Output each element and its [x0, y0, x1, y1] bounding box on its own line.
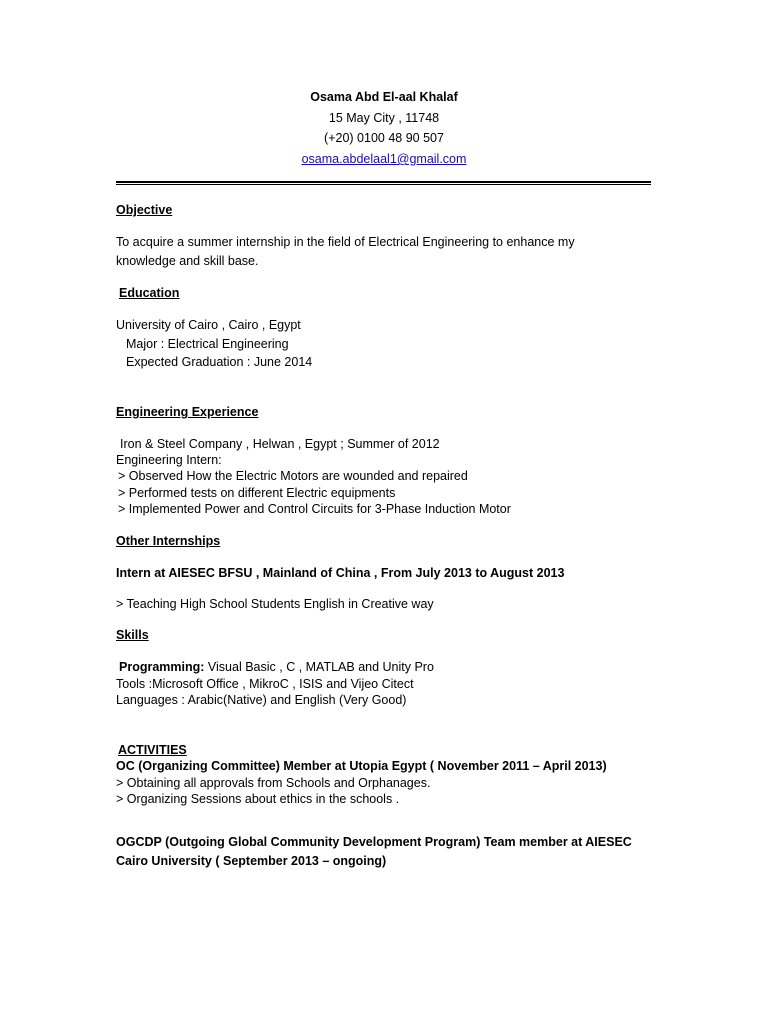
- activity-oc-title: OC (Organizing Committee) Member at Utopia Egypt ( November 2011 – April 2013): [116, 759, 607, 773]
- objective-line-1: To acquire a summer internship in the field of Electrical Engineering to enhance my: [116, 235, 575, 249]
- objective-line-2: knowledge and skill base.: [116, 254, 259, 268]
- internship-item: > Teaching High School Students English in Creative way: [116, 597, 434, 611]
- activity-ogcdp-line-2: Cairo University ( September 2013 – ongoing): [116, 854, 387, 868]
- experience-role: Engineering Intern:: [116, 453, 222, 467]
- header-divider: [116, 181, 651, 183]
- skills-programming: [119, 659, 434, 675]
- internships-heading: Other Internships: [116, 534, 221, 548]
- address: 15 May City , 11748: [328, 111, 440, 125]
- education-heading: Education: [119, 286, 180, 300]
- email-row: [0, 151, 768, 167]
- objective-heading: Objective: [116, 203, 173, 217]
- header-divider-inner: [116, 184, 651, 185]
- phone-number: (+20) 0100 48 90 507: [324, 131, 444, 145]
- email-link[interactable]: osama.abdelaal1@gmail.com: [301, 152, 467, 166]
- university: University of Cairo , Cairo , Egypt: [116, 318, 301, 332]
- experience-item: > Performed tests on different Electric equipments: [118, 486, 396, 500]
- experience-heading: Engineering Experience: [116, 405, 259, 419]
- skills-tools: Tools :Microsoft Office , MikroC , ISIS and Vijeo Citect: [116, 677, 414, 691]
- experience-company: Iron & Steel Company , Helwan , Egypt ; Summer of 2012: [120, 437, 440, 451]
- programming-label: Programming:: [119, 660, 205, 674]
- skills-languages: Languages : Arabic(Native) and English (Very Good): [116, 693, 407, 707]
- programming-value: Visual Basic , C , MATLAB and Unity Pro: [204, 660, 434, 674]
- major: Major : Electrical Engineering: [126, 337, 289, 351]
- expected-graduation: Expected Graduation : June 2014: [126, 355, 313, 369]
- internship-title: Intern at AIESEC BFSU , Mainland of China , From July 2013 to August 2013: [116, 566, 565, 580]
- experience-item: > Implemented Power and Control Circuits for 3-Phase Induction Motor: [118, 502, 511, 516]
- activity-item: > Obtaining all approvals from Schools and Orphanages.: [116, 776, 431, 790]
- candidate-name: Osama Abd El-aal Khalaf: [310, 90, 458, 104]
- activities-heading: ACTIVITIES: [118, 743, 187, 757]
- skills-heading: Skills: [116, 628, 149, 642]
- activity-item: > Organizing Sessions about ethics in the schools .: [116, 792, 400, 806]
- activity-ogcdp-line-1: OGCDP (Outgoing Global Community Development Program) Team member at AIESEC: [116, 835, 632, 849]
- experience-item: > Observed How the Electric Motors are wounded and repaired: [118, 469, 468, 483]
